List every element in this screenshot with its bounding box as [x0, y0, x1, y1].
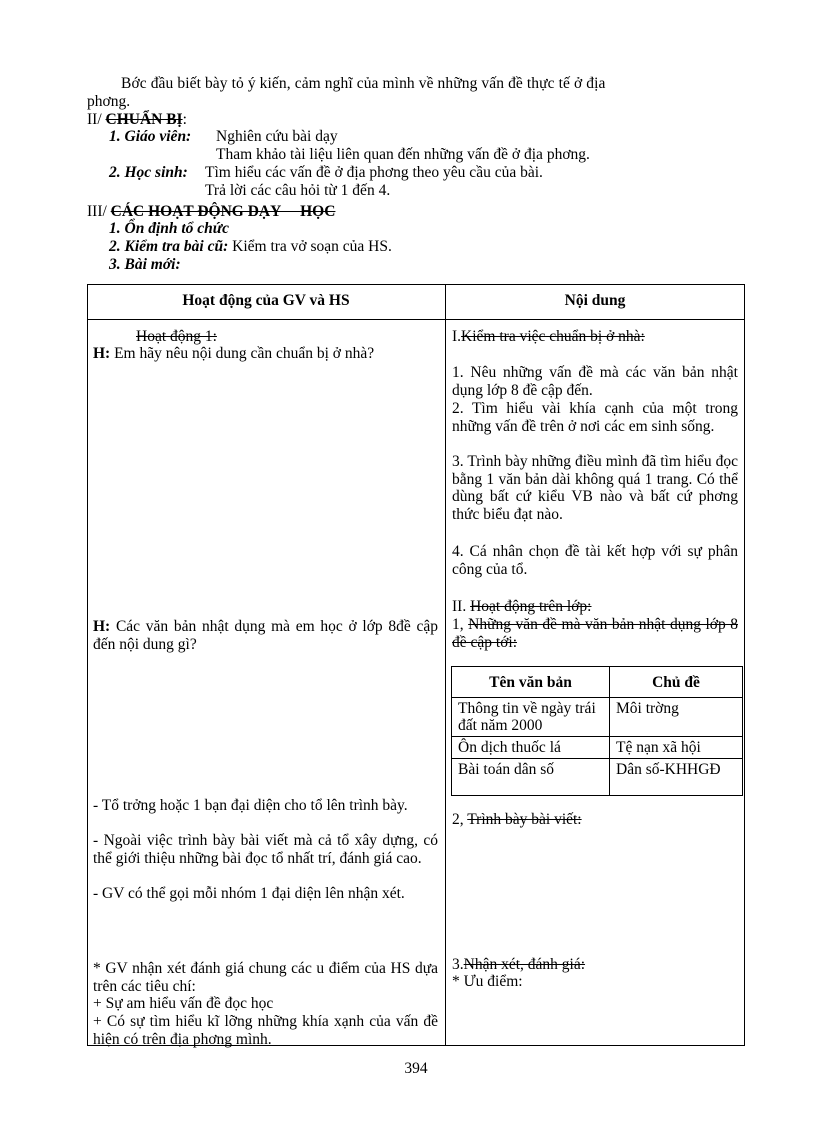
- section-3-item-3: 3. Bài mới:: [109, 256, 181, 273]
- table-row: [452, 759, 743, 796]
- section-3-item-1: 1. Ổn định tổ chức: [109, 220, 229, 237]
- page-number: 394: [404, 1060, 428, 1077]
- right-section-1-heading: [452, 328, 645, 346]
- right-section-2a-title: Những văn đề mà văn bản nhật dụng lớp 8 đề cập tới:: [452, 616, 738, 651]
- right-section-4-item: * Ưu điểm:: [452, 973, 523, 990]
- right-section-1-title: Kiểm tra việc chuẩn bị ở nhà:: [461, 328, 645, 345]
- right-section-3-heading: [452, 811, 582, 829]
- topics-header-name: Tên văn bản: [452, 667, 610, 698]
- right-section-4-title: Nhận xét, đánh giá:: [463, 956, 586, 973]
- section-3-item-2: [109, 238, 392, 256]
- left-paragraph-5: + Sự am hiểu vấn đề đọc học: [93, 995, 274, 1012]
- right-item-4: 4. Cá nhân chọn đề tài kết hợp với sự phân công của tổ.: [452, 543, 738, 578]
- question-2-text: Các văn bản nhật dụng mà em học ở lớp 8đề cập đến nội dung gì?: [93, 618, 439, 653]
- question-2-label: H:: [93, 618, 111, 635]
- section-3-heading: [87, 203, 335, 221]
- topic-row-3-name: Bài toán dân số: [452, 759, 610, 796]
- teacher-label: 1. Giáo viên:: [109, 128, 192, 145]
- right-item-1: 1. Nêu những vấn đề mà các văn bản nhật dụng lớp 8 đề cập đến.: [452, 364, 738, 399]
- teacher-line-1: Nghiên cứu bài dạy: [216, 128, 338, 145]
- table-row: [452, 698, 743, 737]
- right-item-2: 2. Tìm hiểu vài khía cạnh của một trong những vấn đề trên ở nơi các em sinh sống.: [452, 400, 738, 435]
- right-section-2a-prefix: 1,: [452, 616, 469, 633]
- student-label: 2. Học sinh:: [109, 164, 188, 181]
- left-paragraph-1: - Tổ trởng hoặc 1 bạn đại diện cho tổ lên trình bày.: [93, 797, 408, 814]
- intro-line-2: phơng.: [87, 93, 131, 110]
- student-line-1: Tìm hiểu các vấn đề ở địa phơng theo yêu cầu của bài.: [205, 164, 543, 181]
- topic-row-1-name: Thông tin về ngày trái đất năm 2000: [452, 698, 610, 737]
- section-3-item-2-label: 2. Kiểm tra bài cũ:: [109, 238, 229, 255]
- topic-row-3-topic: Dân số-KHHGĐ: [610, 759, 743, 796]
- section-2-prefix: II/: [87, 111, 106, 128]
- section-2-heading: [87, 111, 187, 129]
- right-section-2-prefix: II.: [452, 598, 471, 615]
- teacher-line-2: Tham khảo tài liệu liên quan đến những vấn đề ở địa phơng.: [216, 146, 590, 163]
- right-section-4-heading: [452, 956, 585, 974]
- topic-row-2-topic: Tệ nạn xã hội: [610, 737, 743, 759]
- activity-1-label: Hoạt động 1:: [136, 328, 217, 345]
- left-paragraph-4: * GV nhận xét đánh giá chung các u điểm của HS dựa trên các tiêu chí:: [93, 960, 438, 995]
- question-1-text: Em hãy nêu nội dung cần chuẩn bị ở nhà?: [114, 345, 375, 362]
- section-3-prefix: III/: [87, 203, 111, 220]
- question-1: [93, 345, 438, 363]
- right-item-3: 3. Trình bày những điều mình đã tìm hiểu đọc bằng 1 văn bản dài không quá 1 trang. Có thể dùng bất cứ kiểu VB nào và bất cứ phơng thức biểu đạt nào.: [452, 453, 738, 523]
- student-line-2: Trả lời các câu hỏi từ 1 đến 4.: [205, 182, 391, 199]
- table-column-divider: [445, 284, 446, 1046]
- topic-row-2-name: Ôn dịch thuốc lá: [452, 737, 610, 759]
- section-2-title: CHUẨN BỊ: [105, 111, 183, 128]
- table-header-left: Hoạt động của GV và HS: [182, 292, 350, 309]
- right-section-3-prefix: 2,: [452, 811, 468, 828]
- table-header-right: Nội dung: [564, 292, 626, 309]
- table-row: [452, 737, 743, 759]
- topic-row-1-topic: Môi trờng: [610, 698, 743, 737]
- right-section-4-prefix: 3.: [452, 956, 464, 973]
- intro-line-1: Bớc đầu biết bày tỏ ý kiến, cảm nghĩ của mình về những vấn đề thực tế ở địa: [121, 75, 606, 92]
- left-paragraph-6: + Có sự tìm hiểu kĩ lỡng những khía xạnh của vấn đề hiện có trên địa phơng mình.: [93, 1013, 438, 1048]
- right-section-2-heading: [452, 598, 592, 616]
- right-section-2a: [452, 616, 738, 651]
- topics-header-topic: Chủ đề: [610, 667, 743, 698]
- left-paragraph-3: - GV có thể gọi mỗi nhóm 1 đại diện lên nhận xét.: [93, 885, 405, 902]
- right-section-2-title: Hoạt động trên lớp:: [470, 598, 592, 615]
- section-3-item-2-text: Kiểm tra vở soạn của HS.: [232, 238, 392, 255]
- section-2-suffix: :: [182, 111, 187, 128]
- topics-table: [451, 666, 743, 796]
- right-section-3-title: Trình bày bài viết:: [467, 811, 582, 828]
- left-paragraph-2: - Ngoài việc trình bày bài viết mà cả tổ xây dựng, có thể giới thiệu những bài đọc tổ nhất trí, đánh giá cao.: [93, 832, 438, 867]
- question-1-label: H:: [93, 345, 111, 362]
- section-3-title: CÁC HOẠT ĐỘNG DẠY HỌC: [110, 203, 336, 220]
- right-section-1-prefix: I.: [452, 328, 462, 345]
- topics-table-header: [452, 667, 743, 698]
- table-header-divider: [87, 319, 745, 320]
- question-2: [93, 618, 438, 653]
